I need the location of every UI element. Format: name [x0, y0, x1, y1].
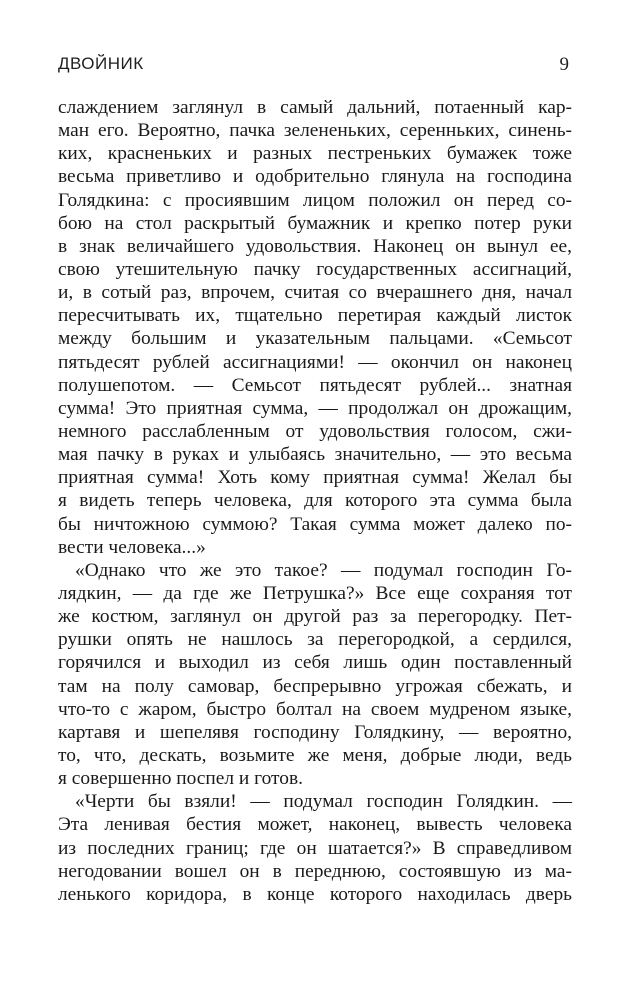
text-line: свою утешительную пачку государственных ассигнаций, — [58, 258, 572, 280]
text-line: я совершенно поспел и готов. — [58, 768, 303, 790]
text-line: между большим и указательным пальцами. «Семьсот — [58, 328, 572, 350]
text-line: там на полу самовар, беспрерывно угрожая сбежать, и — [58, 675, 572, 697]
running-title: ДВОЙНИК — [58, 54, 144, 73]
text-line: я видеть теперь человека, для которого эта сумма была — [58, 490, 572, 512]
text-line: то, что, дескать, возьмите же меня, добрые люди, ведь — [58, 744, 572, 766]
text-line: негодовании вошел он в переднюю, состоявшую из ма- — [58, 860, 572, 882]
text-line: немного расслабленным от удовольствия голосом, сжи- — [58, 420, 572, 442]
text-line: весьма приветливо и одобрительно глянула на господина — [58, 166, 572, 188]
text-line: «Черти бы взяли! — подумал господин Голядкин. — — [75, 791, 572, 813]
text-line: Голядкина: с просиявшим лицом положил он перед со- — [58, 189, 572, 211]
text-line: вести человека...» — [58, 536, 206, 558]
body-text — [58, 96, 572, 906]
text-line: пятьдесят рублей ассигнациями! — окончил он наконец — [58, 351, 572, 373]
text-line: приятная сумма! Хоть кому приятная сумма! Желал бы — [58, 467, 572, 489]
text-line: ленького коридора, в конце которого находилась дверь — [58, 883, 572, 905]
text-line: же костюм, заглянул он другой раз за перегородку. Пет- — [58, 606, 572, 628]
text-line: ких, красненьких и разных пестреньких бумажек тоже — [58, 143, 572, 165]
text-line: в знак величайшего удовольствия. Наконец он вынул ее, — [58, 235, 572, 257]
text-line: «Однако что же это такое? — подумал господин Го- — [75, 559, 572, 581]
text-line: лядкин, — да где же Петрушка?» Все еще сохраняя тот — [58, 582, 572, 604]
text-line: из последних границ; где он шатается?» В справедливом — [58, 837, 572, 859]
page-number: 9 — [559, 54, 569, 75]
text-line: сумма! Это приятная сумма, — продолжал он дрожащим, — [58, 397, 572, 419]
text-line: что-то с жаром, быстро болтал на своем мудреном языке, — [58, 698, 572, 720]
text-line: бою на стол раскрытый бумажник и крепко потер руки — [58, 212, 572, 234]
text-line: ман его. Вероятно, пачка зелененьких, серенньких, синень- — [58, 120, 572, 142]
text-line: полушепотом. — Семьсот пятьдесят рублей... знатная — [58, 374, 572, 396]
text-line: картавя и шепелявя господину Голядкину, — вероятно, — [58, 721, 572, 743]
text-line: слаждением заглянул в самый дальний, потаенный кар- — [58, 97, 572, 118]
text-line: мая пачку в руках и улыбаясь значительно, — это весьма — [58, 444, 572, 466]
text-line: пересчитывать их, тщательно перетирая каждый листок — [58, 305, 572, 327]
text-line: горячился и выходил из себя лишь один поставленный — [58, 652, 572, 674]
text-line: и, в сотый раз, впрочем, считая со вчерашнего дня, начал — [58, 282, 572, 304]
text-line: рушки опять не нашлось за перегородкой, а сердился, — [58, 629, 572, 651]
text-line: Эта ленивая бестия может, наконец, вывесть человека — [58, 814, 572, 836]
text-line: бы ничтожною суммою? Такая сумма может далеко по- — [58, 513, 572, 535]
